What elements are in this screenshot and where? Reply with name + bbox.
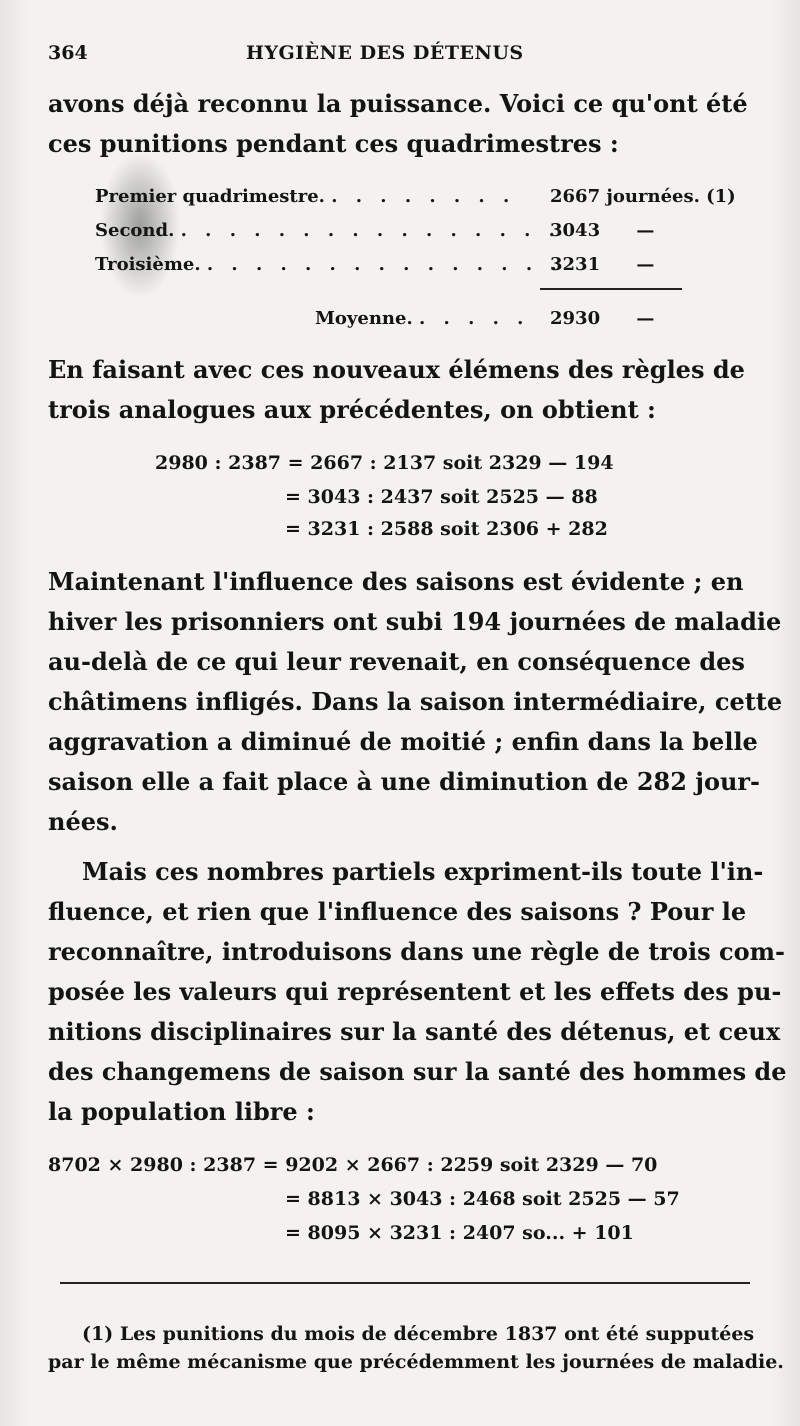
footnote (48, 1320, 784, 1376)
page-header (48, 42, 748, 72)
footnote-line: par le même mécanisme que précédemment les journées de maladie. (48, 1351, 784, 1373)
text-line: la population libre : (48, 1097, 315, 1126)
text-line: fluence, et rien que l'influence des saisons ? Pour le (48, 897, 747, 926)
text-line: nitions disciplinaires sur la santé des détenus, et ceux (48, 1017, 781, 1046)
text-line: posée les valeurs qui représentent et les effets des pu- (48, 977, 782, 1006)
text-line: des changemens de saison sur la santé des hommes de (48, 1057, 787, 1086)
intro-paragraph (48, 84, 752, 164)
equation-line: 2980 : 2387 = 2667 : 2137 soit 2329 — 194 (155, 452, 614, 474)
table-row-value: 3231 — (550, 254, 655, 275)
text-line: nées. (48, 807, 118, 836)
table-row-value: 2667 journées. (1) (550, 186, 736, 207)
table-row-label: Second. . . . . . . . . . . . . . . . . (95, 220, 561, 241)
text-line: au-delà de ce qui leur revenait, en conséquence des (48, 647, 745, 676)
text-line: avons déjà reconnu la puissance. Voici ce qu'ont été (48, 89, 748, 118)
text-line: trois analogues aux précédentes, on obtient : (48, 395, 656, 424)
equation-line: = 3231 : 2588 soit 2306 + 282 (285, 518, 608, 540)
text-line: saison elle a fait place à une diminution de 282 jour- (48, 767, 761, 796)
sum-rule (540, 288, 682, 290)
table-row-value: 3043 — (550, 220, 655, 241)
running-title: HYGIÈNE DES DÉTENUS (246, 42, 524, 64)
paragraph (48, 852, 787, 1132)
table-average-label: Moyenne. . . . . . (315, 308, 530, 329)
equation-line: = 8813 × 3043 : 2468 soit 2525 — 57 (285, 1188, 680, 1210)
text-line: aggravation a diminué de moitié ; enfin dans la belle (48, 727, 758, 756)
table-average-value: 2930 — (550, 308, 655, 329)
paragraph (48, 562, 783, 842)
text-line: ces punitions pendant ces quadrimestres : (48, 129, 619, 158)
equation-line: = 3043 : 2437 soit 2525 — 88 (285, 486, 598, 508)
text-line: châtimens infligés. Dans la saison intermédiaire, cette (48, 687, 783, 716)
text-line: hiver les prisonniers ont subi 194 journées de maladie (48, 607, 782, 636)
footnote-rule (60, 1282, 750, 1284)
equation-line: = 8095 × 3231 : 2407 so... + 101 (285, 1222, 634, 1244)
equation-line: 8702 × 2980 : 2387 = 9202 × 2667 : 2259 soit 2329 — 70 (48, 1154, 658, 1176)
table-row-label: Premier quadrimestre. . . . . . . . . (95, 186, 516, 207)
text-line: En faisant avec ces nouveaux élémens des règles de (48, 355, 745, 384)
page-number: 364 (48, 42, 88, 64)
text-line: Maintenant l'influence des saisons est évidente ; en (48, 567, 744, 596)
text-line: Mais ces nombres partiels expriment-ils toute l'in- (82, 857, 764, 886)
text-line: reconnaître, introduisons dans une règle de trois com- (48, 937, 786, 966)
footnote-line: (1) Les punitions du mois de décembre 1837 ont été supputées (82, 1323, 755, 1345)
table-row-label: Troisième. . . . . . . . . . . . . . . . (95, 254, 563, 275)
paragraph (48, 350, 752, 430)
